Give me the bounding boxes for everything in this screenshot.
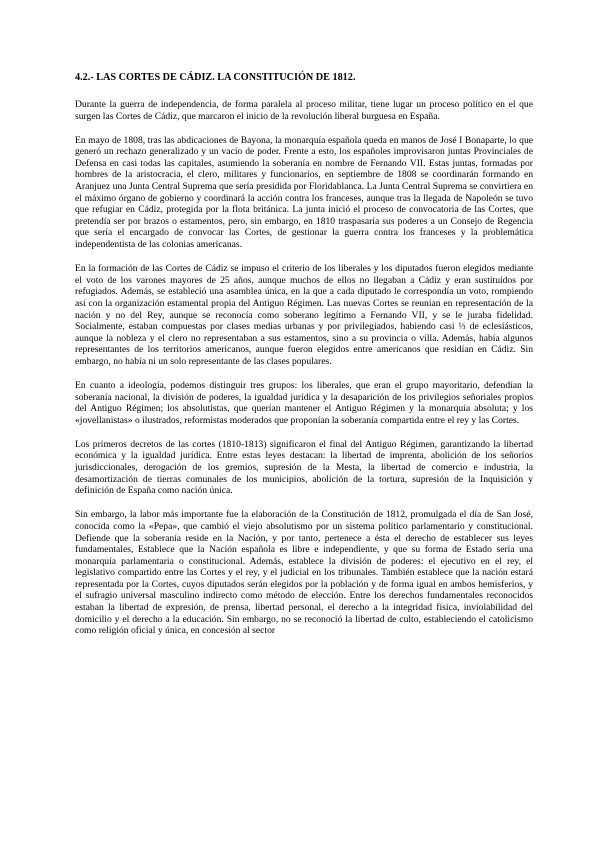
paragraph-juntas: En mayo de 1808, tras las abdicaciones de Bayona, la monarquía española queda en manos de José I Bonaparte, lo que generó un rechazo generalizado y un vacío de poder. Frente a esto, los españoles improvisaron juntas Provinciales de Defensa en casi todas las capitales, asumiendo la soberanía en nombre de Fernando VII. Estas juntas, formadas por hombres de la aristocracia, el clero, militares y funcionarios, en septiembre de 1808 se coordinarán formando en Aranjuez una Junta Central Suprema que sería presidida por Floridablanca. La Junta Central Suprema se convirtiera en el máximo órgano de gobierno y coordinará la acción contra los franceses, aunque tras la llegada de Napoleón se tuvo que refugiar en Cádiz, protegida por la flota británica. La junta inició el proceso de convocatoria de las Cortes, que pretendía ser por brazos o estamentos, pero, sin embargo, en 1810 traspasaría sus poderes a un Consejo de Regencia que sería el encargado de convocar las Cortes, de gestionar la guerra contra los franceses y la problemática independentista de las colonias americanas. <box>75 134 533 251</box>
document-page <box>75 72 533 649</box>
paragraph-decrees: Los primeros decretos de las cortes (1810-1813) significaron el final del Antiguo Régimen, garantizando la libertad económica y la igualdad jurídica. Entre estas leyes destacan: la libertad de imprenta, abolición de los señoríos jurisdiccionales, derogación de los gremios, supresión de la Mesta, la libertad de comercio e industria, la desamortización de tierras comunales de los municipios, abolición de la tortura, supresión de la Inquisición y definición de España como nación única. <box>75 438 533 497</box>
paragraph-ideology: En cuanto a ideología, podemos distinguir tres grupos: los liberales, que eran el grupo mayoritario, defendían la soberanía nacional, la división de poderes, la igualdad jurídica y la desaparición de los privilegios señoriales propios del Antiguo Régimen; los absolutistas, que querían mantener el Antiguo Régimen y la monarquía absoluta; y los «jovellanistas» o ilustrados, reformistas moderados que proponían la soberanía compartida entre el rey y las Cortes. <box>75 379 533 426</box>
paragraph-constitution: Sin embargo, la labor más importante fue la elaboración de la Constitución de 1812, promulgada el día de San José, conocida como la «Pepa», que cambió el viejo absolutismo por un sistema político parlamentario y constitucional. Defiende que la soberanía reside en la Nación, y por tanto, pertenece a ésta el derecho de establecer sus leyes fundamentales, Establece que la Nación española es libre e independiente, y que su forma de Estado sería una monarquía parlamentaria o constitucional. Además, establece la división de poderes: el ejecutivo en el rey, el legislativo compartido entre las Cortes y el rey, y el judicial en los tribunales. También establece que la nación estará representada por la Cortes, cuyos diputados serán elegidos por la población y de forma igual en ambos hemisferios, y el sufragio universal masculino indirecto como método de elección. Entre los derechos fundamentales reconocidos estaban la libertad de expresión, de prensa, libertad personal, el derecho a la integridad física, inviolabilidad del domicilio y el derecho a la educación. Sin embargo, no se reconoció la libertad de culto, estableciendo el catolicismo como religión oficial y única, en concesión al sector <box>75 509 533 637</box>
paragraph-formation: En la formación de las Cortes de Cádiz se impuso el criterio de los liberales y los diputados fueron elegidos mediante el voto de los varones mayores de 25 años, aunque muchos de ellos no llegaban a Cádiz y eran sustituidos por refugiados. Además, se estableció una asamblea única, en la que a cada diputado le correspondía un voto, rompiendo así con la organización estamental propia del Antiguo Régimen. Las nuevas Cortes se reunían en representación de la nación y no del Rey, aunque se reconocía como soberano legítimo a Fernando VII, y se le juraba fidelidad. Socialmente, estaban compuestas por clases medias urbanas y por privilegiados, habiendo casi ⅓ de eclesiásticos, aunque la nobleza y el clero no representaban a sus estamentos, sino a su provincia o villa. Además, había algunos representantes de los territorios americanos, aunque fueron elegidos entre americanos que residían en Cádiz. Sin embargo, no había ni un solo representante de las clases populares. <box>75 263 533 367</box>
section-title: 4.2.- LAS CORTES DE CÁDIZ. LA CONSTITUCIÓN DE 1812. <box>75 72 356 83</box>
paragraph-intro: Durante la guerra de independencia, de forma paralela al proceso militar, tiene lugar un proceso político en el que surgen las Cortes de Cádiz, que marcaron el inicio de la revolución liberal burguesa en España. <box>75 99 533 122</box>
